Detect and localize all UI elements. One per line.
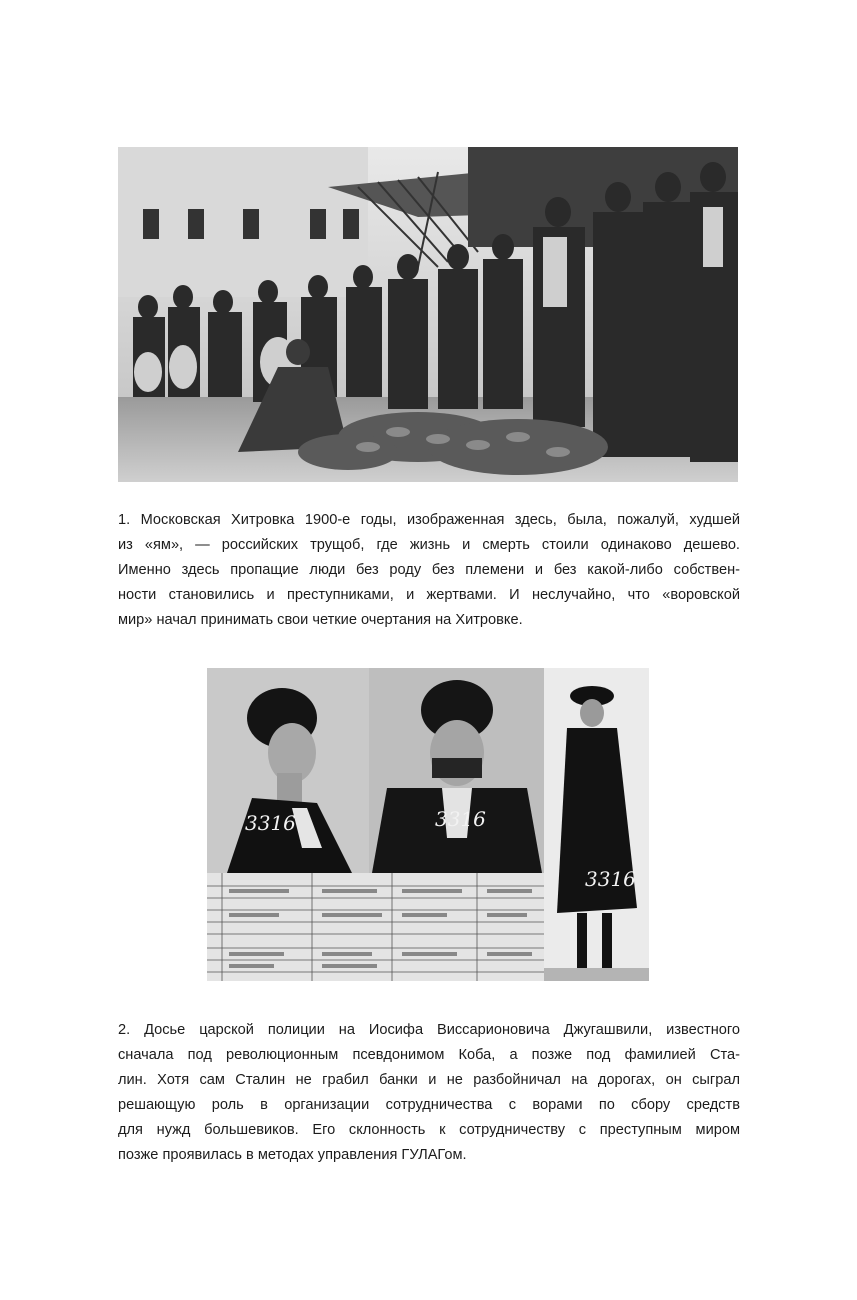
caption-line: ности становились и преступниками, и жертвами. И неслучайно, что «воровской <box>118 587 740 603</box>
caption-line: из «ям», — российских трущоб, где жизнь и смерть стоили одинаково дешево. <box>118 537 740 553</box>
mugshot-number: 3316 <box>585 867 636 891</box>
caption-line: решающую роль в организации сотрудничества с ворами по сбору средств <box>118 1097 740 1113</box>
caption-line: лин. Хотя сам Сталин не грабил банки и не разбойничал на дорогах, он сыграл <box>118 1072 740 1088</box>
caption-khitrovka <box>118 508 740 633</box>
caption-line: мир» начал принимать свои четкие очертания на Хитровке. <box>118 612 523 628</box>
khitrovka-market-photo <box>118 147 738 482</box>
caption-line: для нужд большевиков. Его склонность к сотрудничеству с преступным миром <box>118 1122 740 1138</box>
police-dossier-mugshot <box>207 668 649 981</box>
caption-dossier <box>118 1018 740 1168</box>
mugshot-number: 3316 <box>245 811 296 835</box>
caption-line: Именно здесь пропащие люди без роду без племени и без какой-либо собствен- <box>118 562 740 578</box>
caption-line: 2. Досье царской полиции на Иосифа Виссарионовича Джугашвили, известного <box>118 1022 740 1038</box>
caption-line: позже проявилась в методах управления ГУЛАГом. <box>118 1147 467 1163</box>
khitrovka-photo-drawing <box>118 147 738 482</box>
caption-line: 1. Московская Хитровка 1900-е годы, изображенная здесь, была, пожалуй, худшей <box>118 512 740 528</box>
caption-line: сначала под революционным псевдонимом Коба, а позже под фамилией Ста- <box>118 1047 740 1063</box>
mugshot-drawing <box>207 668 649 981</box>
mugshot-number: 3316 <box>435 807 486 831</box>
